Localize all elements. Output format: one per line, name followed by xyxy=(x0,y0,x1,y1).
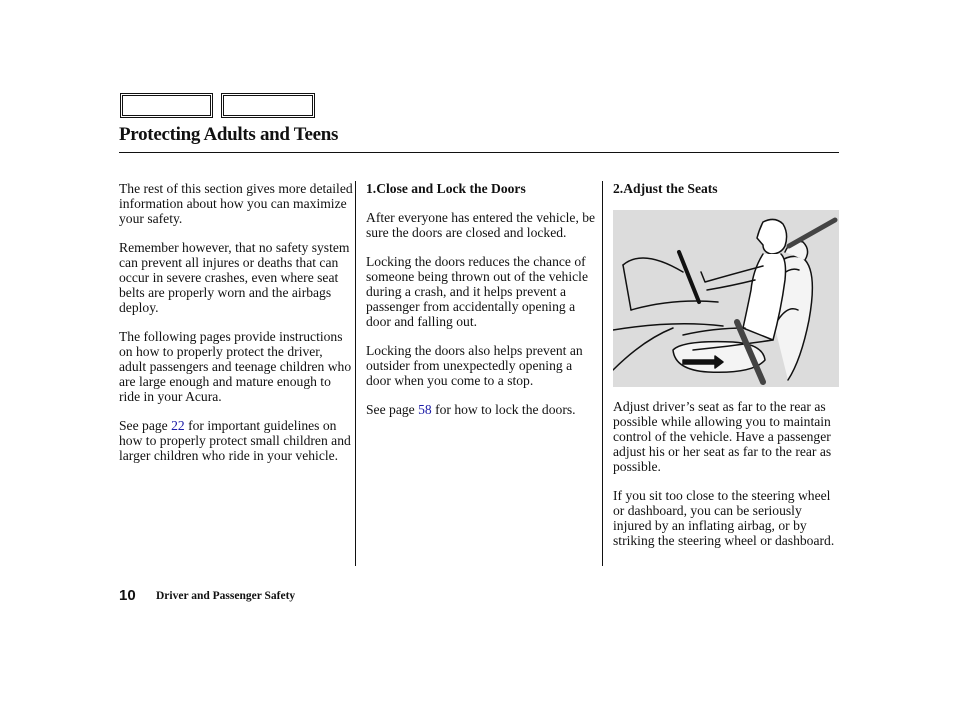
seated-driver-icon xyxy=(613,210,839,387)
doors-paragraph-4 xyxy=(366,402,598,417)
footer-section-title: Driver and Passenger Safety xyxy=(156,590,296,602)
text-span: See page xyxy=(366,402,419,417)
seats-paragraph-1: Adjust driver’s seat as far to the rear as possible while allowing you to maintain control of the vehicle. Have a passenger adjust his or her seat as far to the rear as possible. xyxy=(613,399,832,474)
text-span: for how to lock the doors. xyxy=(431,402,576,417)
column-divider xyxy=(355,181,356,566)
intro-paragraph-4 xyxy=(119,418,353,463)
doors-paragraph-2: Locking the doors reduces the chance of someone being thrown out of the vehicle during a crash, and it helps prevent a passenger from accidentally opening a door and falling out. xyxy=(366,254,588,329)
doors-paragraph-1: After everyone has entered the vehicle, be sure the doors are closed and locked. xyxy=(366,210,596,240)
intro-paragraph-3: The following pages provide instructions on how to properly protect the driver, adult passengers and teenage children who are large enough and mature enough to ride in your Acura. xyxy=(119,329,352,404)
column-seats xyxy=(613,181,841,562)
section-heading-doors: 1.Close and Lock the Doors xyxy=(366,181,526,196)
nav-button-next[interactable] xyxy=(221,93,315,118)
intro-paragraph-1: The rest of this section gives more detailed information about how you can maximize your safety. xyxy=(119,181,353,226)
nav-button-prev[interactable] xyxy=(120,93,213,118)
text-span: See page xyxy=(119,418,172,433)
column-divider xyxy=(602,181,603,566)
text-span: for important guidelines on how to properly protect small children and larger children who ride in your vehicle. xyxy=(119,418,351,463)
driver-seat-illustration xyxy=(613,210,839,387)
page-number: 10 xyxy=(119,587,136,604)
title-rule xyxy=(119,152,839,153)
section-heading-seats: 2.Adjust the Seats xyxy=(613,181,718,196)
page-link-58[interactable]: 58 xyxy=(418,402,432,417)
page-link-22[interactable]: 22 xyxy=(171,418,185,433)
intro-paragraph-2: Remember however, that no safety system can prevent all injures or deaths that can occur in severe crashes, even where seat belts are properly worn and the airbags deploy. xyxy=(119,240,350,315)
page-title: Protecting Adults and Teens xyxy=(119,124,339,145)
column-intro xyxy=(119,181,353,477)
seats-paragraph-2: If you sit too close to the steering wheel or dashboard, you can be seriously injured by an inflating airbag, or by striking the steering wheel or dashboard. xyxy=(613,488,835,548)
doors-paragraph-3: Locking the doors also helps prevent an outsider from unexpectedly opening a door when you come to a stop. xyxy=(366,343,583,388)
column-doors xyxy=(366,181,598,431)
